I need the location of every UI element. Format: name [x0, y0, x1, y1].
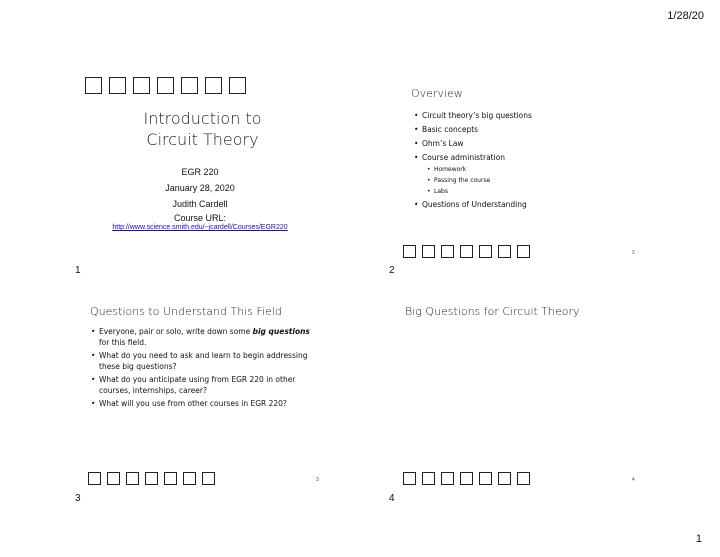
- placeholder-box: [183, 472, 196, 485]
- placeholder-box: [202, 472, 215, 485]
- slide-date: January 28, 2020: [165, 183, 235, 193]
- list-item: • What do you anticipate using from EGR 220 in other courses, internships, career?: [91, 375, 311, 396]
- list-item: • What do you need to ask and learn to begin addressing these big questions?: [91, 351, 311, 372]
- list-item: [91, 327, 311, 348]
- list-item: • Basic concepts: [414, 123, 654, 137]
- placeholder-box: [498, 472, 511, 485]
- slide-3-title: Questions to Understand This Field: [90, 305, 282, 318]
- sub-list-item: • Passing the course: [427, 175, 627, 186]
- placeholder-box: [403, 245, 416, 258]
- bullet-text: for this field.: [99, 337, 147, 347]
- placeholder-box: [403, 472, 416, 485]
- placeholder-box: [107, 472, 120, 485]
- author: Judith Cardell: [172, 199, 228, 209]
- placeholder-glyph-row: [85, 77, 246, 94]
- placeholder-box: [441, 472, 454, 485]
- page-number: 1: [695, 533, 702, 545]
- placeholder-box: [479, 245, 492, 258]
- slide-3: [0, 280, 360, 520]
- slide-1-number: 1: [75, 265, 81, 276]
- list-item: • Questions of Understanding: [414, 198, 654, 212]
- placeholder-box: [181, 77, 198, 94]
- questions-list: [91, 327, 311, 410]
- title-line-1: Introduction to: [143, 109, 262, 128]
- placeholder-glyph-row: [403, 472, 530, 485]
- course-code: EGR 220: [181, 167, 219, 177]
- slide-2-corner-number: 2: [632, 250, 635, 256]
- list-item: • What will you use from other courses in EGR 220?: [91, 399, 311, 410]
- placeholder-box: [517, 472, 530, 485]
- slide-1-title: [100, 108, 305, 150]
- slide-1: [0, 0, 360, 280]
- sub-list-item: • Homework: [427, 164, 627, 175]
- sub-list-item: • Labs: [427, 186, 627, 197]
- placeholder-glyph-row: [88, 472, 215, 485]
- slide-4-corner-number: 4: [632, 477, 635, 483]
- slide-1-details: [100, 164, 300, 212]
- list-item: • Ohm’s Law: [414, 137, 654, 151]
- emphasis-text: big questions: [252, 327, 310, 336]
- slide-3-number: 3: [75, 493, 81, 504]
- bullet-text: Everyone, pair or solo, write down some: [99, 327, 253, 336]
- placeholder-box: [422, 245, 435, 258]
- placeholder-box: [205, 77, 222, 94]
- placeholder-box: [441, 245, 454, 258]
- placeholder-box: [460, 472, 473, 485]
- placeholder-box: [460, 245, 473, 258]
- overview-list-tail: [414, 198, 654, 212]
- slide-4-title: Big Questions for Circuit Theory: [405, 305, 580, 318]
- placeholder-box: [85, 77, 102, 94]
- slide-4-number: 4: [389, 493, 395, 504]
- placeholder-box: [145, 472, 158, 485]
- placeholder-box: [164, 472, 177, 485]
- placeholder-box: [479, 472, 492, 485]
- page-date: 1/28/20: [667, 10, 704, 22]
- overview-list: [414, 109, 654, 165]
- overview-sublist: [427, 164, 627, 197]
- placeholder-box: [422, 472, 435, 485]
- placeholder-box: [133, 77, 150, 94]
- list-item: • Circuit theory’s big questions: [414, 109, 654, 123]
- placeholder-glyph-row: [403, 245, 530, 258]
- list-item: • Course administration: [414, 151, 654, 165]
- placeholder-box: [498, 245, 511, 258]
- placeholder-box: [229, 77, 246, 94]
- placeholder-box: [157, 77, 174, 94]
- placeholder-box: [126, 472, 139, 485]
- course-url-label: Course URL:: [173, 213, 227, 223]
- slide-3-corner-number: 3: [316, 477, 319, 483]
- slide-2-number: 2: [389, 265, 395, 276]
- placeholder-box: [109, 77, 126, 94]
- title-line-2: Circuit Theory: [146, 130, 259, 149]
- placeholder-box: [517, 245, 530, 258]
- slide-2-title: Overview: [411, 87, 463, 100]
- slide-2: [360, 0, 720, 280]
- placeholder-box: [88, 472, 101, 485]
- course-url-link[interactable]: http://www.science.smith.edu/~jcardell/Courses/EGR220: [112, 224, 288, 231]
- slide-4: [360, 280, 720, 520]
